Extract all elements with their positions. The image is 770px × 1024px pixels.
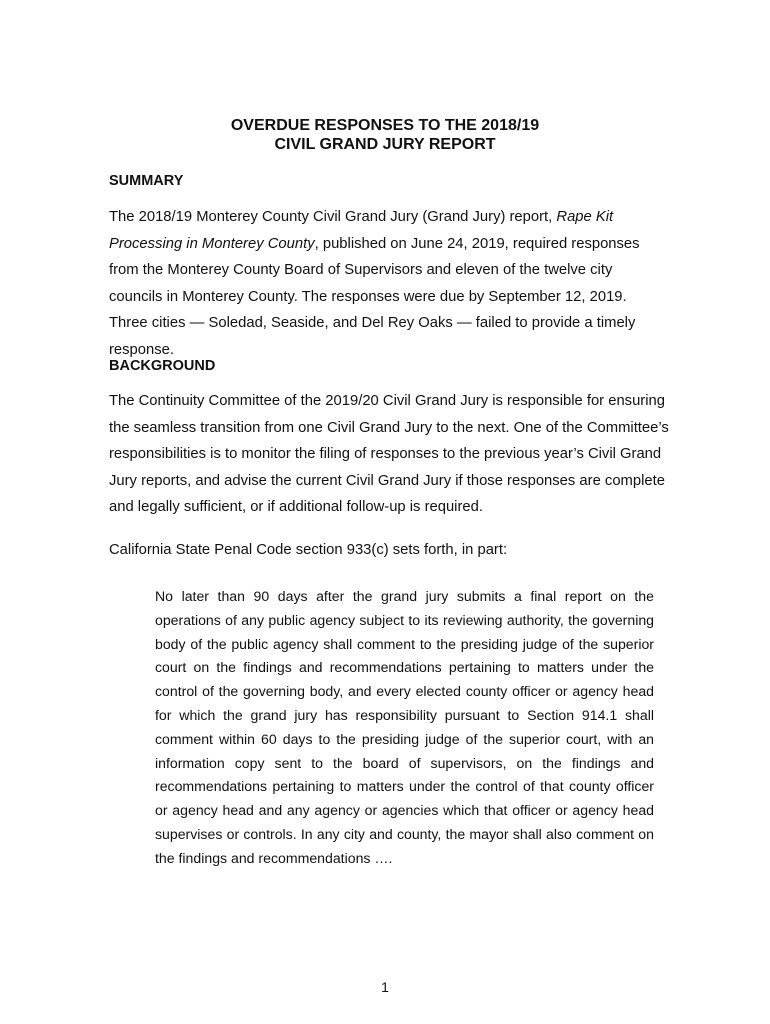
report-title-line-1: OVERDUE RESPONSES TO THE 2018/19: [230, 117, 540, 134]
summary-paragraph: [109, 204, 669, 363]
background-heading: BACKGROUND: [109, 358, 216, 374]
summary-heading: SUMMARY: [109, 173, 184, 189]
penal-code-intro: California State Penal Code section 933(c) sets forth, in part:: [109, 542, 508, 558]
page-number: 1: [381, 979, 389, 995]
summary-text-start: The 2018/19 Monterey County Civil Grand Jury (Grand Jury) report,: [109, 209, 557, 225]
penal-code-quote: No later than 90 days after the grand jury submits a final report on the operations of any public agency subject to its reviewing authority, the governing body of the public agency shall comment to the presiding judge of the superior court on the findings and recommendations pertaining to matters under the control of the governing body, and every elected county officer or agency head for which the grand jury has responsibility pursuant to Section 914.1 shall comment within 60 days to the presiding judge of the superior court, with an information copy sent to the board of supervisors, on the findings and recommendations pertaining to matters under the control of that county officer or agency head and any agency or agencies which that officer or agency head supervises or controls. In any city and county, the mayor shall also comment on the findings and recommendations ….: [155, 588, 654, 866]
report-title-italic: Rape Kit Processing in Monterey County: [109, 209, 614, 252]
background-paragraph: The Continuity Committee of the 2019/20 Civil Grand Jury is responsible for ensuring the seamless transition from one Civil Grand Jury to the next. One of the Committee’s responsibilities is to monitor the filing of responses to the previous year’s Civil Grand Jury reports, and advise the current Civil Grand Jury if those responses are complete and legally sufficient, or if additional follow-up is required.: [109, 393, 669, 515]
summary-text-end: , published on June 24, 2019, required responses from the Monterey County Board of Supervisors and eleven of the twelve city councils in Monterey County. The responses were due by September 12, 2019. Three cities — Soledad, Seaside, and Del Rey Oaks — failed to provide a timely response.: [109, 235, 640, 358]
report-title-line-2: CIVIL GRAND JURY REPORT: [274, 136, 496, 153]
